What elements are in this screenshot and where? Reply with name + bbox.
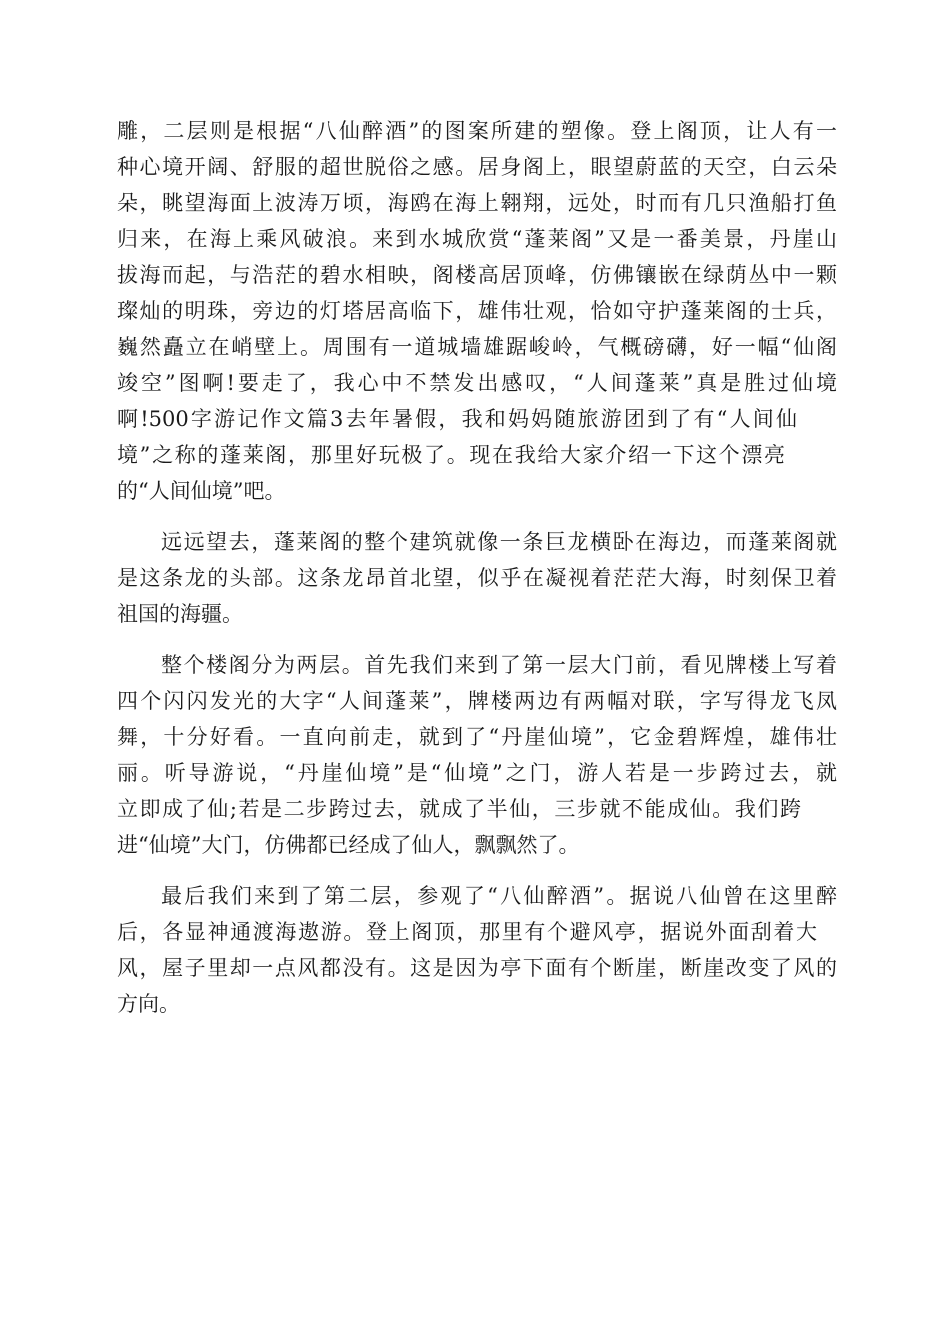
paragraph-1: [117, 113, 837, 509]
text-line: 最后我们来到了第二层，参观了“八仙醉酒”。据说八仙曾在这里醉: [161, 884, 837, 908]
paragraph-2: [117, 524, 837, 632]
text-line: 丽。听导游说，“丹崖仙境”是“仙境”之门，游人若是一步跨过去，就: [117, 761, 837, 785]
text-line: 舞，十分好看。一直向前走，就到了“丹崖仙境”，它金碧辉煌，雄伟壮: [117, 725, 837, 749]
text-line: 四个闪闪发光的大字“人间蓬莱”，牌楼两边有两幅对联，字写得龙飞凤: [117, 689, 837, 713]
text-line: 归来，在海上乘风破浪。来到水城欣赏“蓬莱阁”又是一番美景，丹崖山: [117, 227, 837, 251]
text-line: 进“仙境”大门，仿佛都已经成了仙人，飘飘然了。: [117, 833, 580, 857]
paragraph-4: [117, 878, 837, 1022]
text-line: 种心境开阔、舒服的超世脱俗之感。居身阁上，眼望蔚蓝的天空，白云朵: [117, 155, 837, 179]
text-line: 是这条龙的头部。这条龙昂首北望，似乎在凝视着茫茫大海，时刻保卫着: [117, 566, 837, 590]
text-line: 拔海而起，与浩茫的碧水相映，阁楼高居顶峰，仿佛镶嵌在绿荫丛中一颗: [117, 263, 837, 287]
text-line: 后，各显神通渡海遨游。登上阁顶，那里有个避风亭，据说外面刮着大: [117, 920, 817, 944]
text-line: 风，屋子里却一点风都没有。这是因为亭下面有个断崖，断崖改变了风的: [117, 956, 837, 980]
text-line: 雕，二层则是根据“八仙醉酒”的图案所建的塑像。登上阁顶，让人有一: [117, 119, 837, 143]
text-line: 整个楼阁分为两层。首先我们来到了第一层大门前，看见牌楼上写着: [161, 653, 837, 677]
text-line: 境”之称的蓬莱阁，那里好玩极了。现在我给大家介绍一下这个漂亮: [117, 443, 785, 467]
text-line: 璨灿的明珠，旁边的灯塔居高临下，雄伟壮观，恰如守护蓬莱阁的士兵，: [117, 299, 837, 323]
text-line: 方向。: [117, 992, 180, 1016]
text-line: 竣空”图啊!要走了，我心中不禁发出感叹，“人间蓬莱”真是胜过仙境: [117, 371, 837, 395]
text-line: 巍然矗立在峭壁上。周围有一道城墙雄踞峻岭，气概磅礴，好一幅“仙阁: [117, 335, 837, 359]
text-line: 祖国的海疆。: [117, 602, 243, 626]
text-line: 立即成了仙;若是二步跨过去，就成了半仙，三步就不能成仙。我们跨: [117, 797, 801, 821]
document-page: [117, 113, 837, 1037]
text-line: 的“人间仙境”吧。: [117, 479, 286, 503]
paragraph-3: [117, 647, 837, 863]
text-line: 远远望去，蓬莱阁的整个建筑就像一条巨龙横卧在海边，而蓬莱阁就: [161, 530, 837, 554]
text-line: 朵，眺望海面上波涛万顷，海鸥在海上翱翔，远处，时而有几只渔船打鱼: [117, 191, 837, 215]
text-line: 啊!500字游记作文篇3去年暑假，我和妈妈随旅游团到了有“人间仙: [117, 407, 797, 431]
